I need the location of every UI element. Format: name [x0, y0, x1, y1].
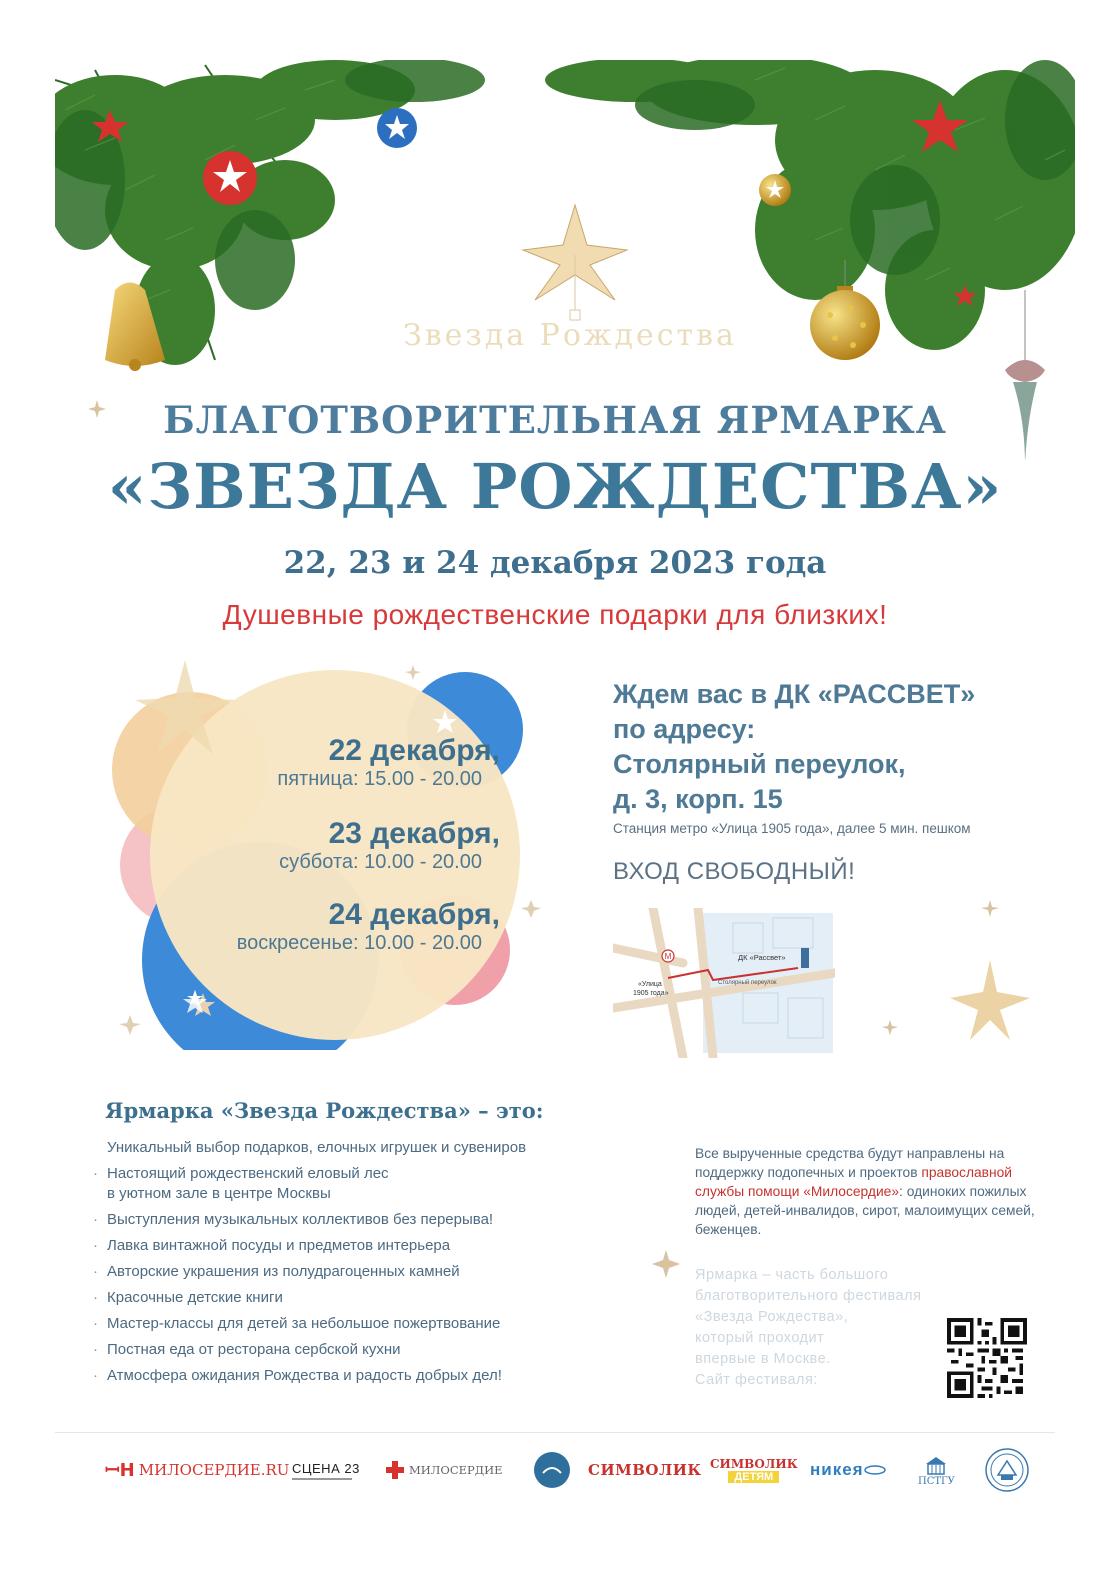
funds-organization: православной службы помощи «Милосердие»: [695, 1165, 1012, 1199]
partner-logos: [60, 1440, 1060, 1500]
logo-scena[interactable]: [292, 1450, 360, 1490]
logo-text: СИМВОЛИК: [710, 1457, 798, 1471]
bullet-icon: ·: [93, 1237, 98, 1254]
event-title: «ЗВЕЗДА РОЖДЕСТВА»: [107, 450, 1003, 523]
funds-note: [695, 1144, 1040, 1239]
schedule-day-1: [140, 734, 500, 790]
map-metro-label: 1905 года»: [633, 990, 669, 997]
about-list: [93, 1138, 633, 1392]
logo-underline: [292, 1478, 352, 1480]
bullet-icon: ·: [93, 1315, 98, 1332]
list-item: [93, 1236, 633, 1256]
list-item: [93, 1210, 633, 1230]
logo-simvolik-detyam[interactable]: [710, 1450, 798, 1490]
sparkle-icon: [652, 1250, 680, 1278]
logo-miloserdie[interactable]: [385, 1450, 503, 1490]
seal-icon: [984, 1447, 1030, 1493]
building-icon: [923, 1454, 949, 1476]
list-item-text: Уникальный выбор подарков, елочных игрушек и сувениров: [107, 1139, 527, 1156]
venue-line: д. 3, корп. 15: [613, 784, 783, 814]
red-cross-icon: [385, 1460, 405, 1480]
venue-marker: [801, 948, 809, 968]
round-emblem-icon: [533, 1451, 571, 1489]
schedule-date: 23 декабря,: [328, 817, 500, 850]
schedule-day-2: [140, 817, 500, 873]
list-item-text: Атмосфера ожидания Рождества и радость добрых дел!: [107, 1367, 502, 1384]
festival-note-line: Ярмарка – часть большого: [695, 1267, 889, 1283]
list-item: [93, 1184, 633, 1204]
logo-seal[interactable]: [984, 1450, 1030, 1490]
festival-note-line: благотворительного фестиваля: [695, 1288, 922, 1304]
list-item-text: Авторские украшения из полудрагоценных камней: [107, 1263, 460, 1280]
list-item-text: Лавка винтажной посуды и предметов интерьера: [107, 1237, 451, 1254]
list-item-text: Настоящий рождественский еловый лес: [107, 1165, 389, 1182]
map-metro-label: «Улица: [638, 981, 662, 988]
schedule-time: суббота: 10.00 - 20.00: [279, 851, 482, 873]
list-item-text: Мастер-классы для детей за небольшое пожертвование: [107, 1315, 501, 1332]
nikeya-swoosh-icon: [864, 1464, 886, 1476]
list-item: [93, 1262, 633, 1282]
about-title: Ярмарка «Звезда Рождества» – это:: [105, 1098, 544, 1123]
festival-note-line: впервые в Москве.: [695, 1351, 831, 1367]
event-dates: 22, 23 и 24 декабря 2023 года: [283, 545, 827, 581]
logo-text: СИМВОЛИК: [588, 1461, 702, 1479]
schedule-time: пятница: 15.00 - 20.00: [277, 768, 482, 790]
funds-text: : одиноких пожилых людей, детей-инвалидов, сирот, малоимущих семей, беженцев.: [695, 1184, 1035, 1237]
list-item-text: Красочные детские книги: [107, 1289, 283, 1306]
logo-text: МИЛОСЕРДИЕ.RU: [138, 1461, 290, 1479]
logo-miloserdie-ru[interactable]: [105, 1450, 289, 1490]
event-tagline: Душевные рождественские подарки для близких!: [222, 599, 888, 630]
qr-code[interactable]: [947, 1318, 1027, 1398]
festival-note-line: Сайт фестиваля:: [695, 1372, 818, 1388]
logo-text: ДЕТЯМ: [728, 1471, 779, 1483]
schedule-date: 24 декабря,: [328, 898, 500, 931]
list-item: [93, 1164, 633, 1184]
footer-divider: [55, 1432, 1055, 1433]
list-item-text: в уютном зале в центре Москвы: [107, 1185, 331, 1202]
metro-directions: Станция метро «Улица 1905 года», далее 5 мин. пешком: [613, 821, 971, 836]
bullet-icon: ·: [93, 1341, 98, 1358]
bullet-icon: ·: [93, 1289, 98, 1306]
free-entry-label: ВХОД СВОБОДНЫЙ!: [613, 858, 856, 885]
bullet-icon: ·: [93, 1263, 98, 1280]
schedule-time: воскресенье: 10.00 - 20.00: [236, 932, 482, 954]
map-venue-label: ДК «Рассвет»: [738, 953, 786, 962]
metro-symbol: М: [664, 952, 672, 961]
center-star: [523, 205, 627, 320]
logo-nikeya[interactable]: [810, 1450, 886, 1490]
list-item: [93, 1314, 633, 1334]
list-item-text: Постная еда от ресторана сербской кухни: [107, 1341, 401, 1358]
list-item-text: Выступления музыкальных коллективов без перерыва!: [107, 1211, 494, 1228]
logo-text: ПСТГУ: [918, 1475, 955, 1487]
bullet-icon: ·: [93, 1165, 98, 1182]
funds-text: Все вырученные средства будут направлены на поддержку подопечных и проектов: [695, 1146, 1005, 1180]
list-item: [93, 1366, 633, 1386]
logo-text: СЦЕНА 23: [292, 1460, 360, 1476]
venue-map: [613, 908, 835, 1058]
festival-note-line: который проходит: [695, 1330, 825, 1346]
miloserdie-mark-icon: ꟷН: [105, 1460, 135, 1481]
venue-block: [613, 677, 1053, 817]
bullet-icon: ·: [93, 1211, 98, 1228]
list-item: [93, 1288, 633, 1308]
map-street-label: Столярный переулок: [718, 980, 777, 986]
schedule-date: 22 декабря,: [328, 734, 500, 767]
logo-text: никея: [810, 1460, 864, 1479]
schedule-day-3: [140, 898, 500, 954]
venue-line: Столярный переулок,: [613, 749, 906, 779]
header-watermark: Звезда Рождества: [403, 318, 737, 353]
venue-line: Ждем вас в ДК «РАССВЕТ»: [613, 679, 976, 709]
logo-pstgu[interactable]: [918, 1450, 955, 1490]
logo-simvolik[interactable]: [588, 1450, 702, 1490]
decorative-stars: [860, 880, 1090, 1110]
list-item: [93, 1138, 633, 1158]
event-subtitle: БЛАГОТВОРИТЕЛЬНАЯ ЯРМАРКА: [163, 398, 947, 442]
logo-text: МИЛОСЕРДИЕ: [409, 1463, 503, 1477]
festival-note-line: «Звезда Рождества»,: [695, 1309, 849, 1325]
venue-line: по адресу:: [613, 714, 756, 744]
logo-emblem[interactable]: [533, 1450, 571, 1490]
bullet-icon: ·: [93, 1367, 98, 1384]
list-item: [93, 1340, 633, 1360]
